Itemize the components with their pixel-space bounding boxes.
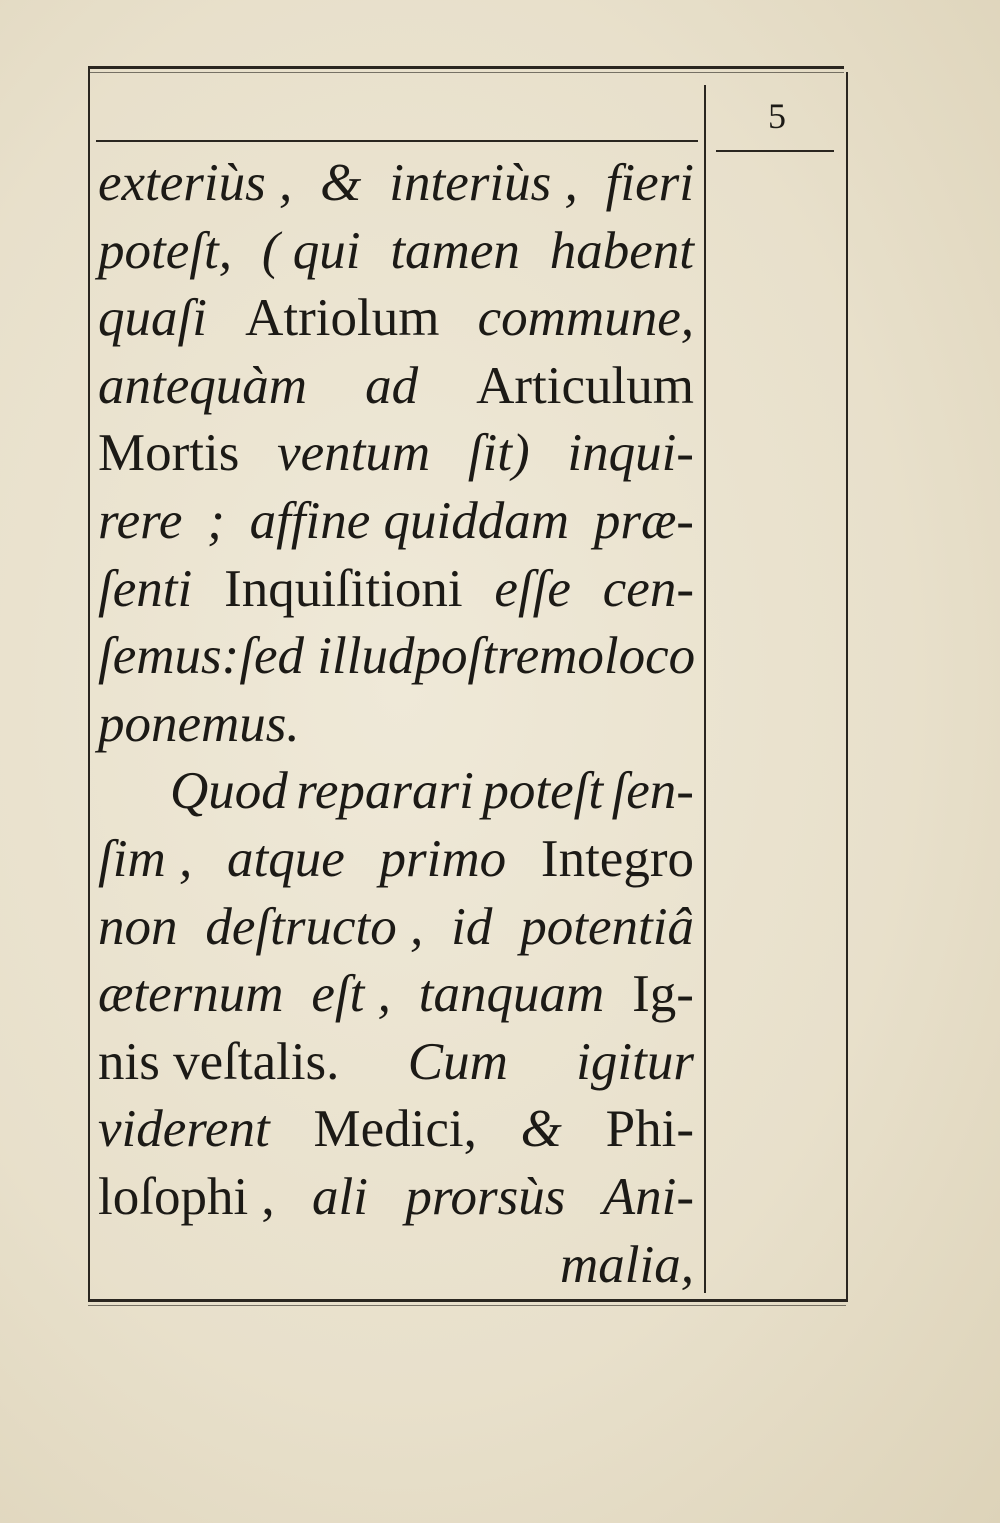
frame-left-rule [88, 66, 90, 1302]
word: tamen [390, 221, 520, 280]
text-line [98, 150, 694, 218]
word: interiùs , [389, 154, 578, 212]
frame-top-rule-thin [88, 72, 844, 73]
word: quaſi [98, 289, 207, 348]
page-number-rule [716, 150, 834, 152]
header-rule [96, 140, 698, 142]
word: atque [227, 829, 345, 888]
text-line [98, 1029, 694, 1097]
word: cen- [602, 559, 694, 618]
word: prorsùs [405, 1167, 566, 1226]
word: ; [207, 491, 225, 550]
catchword-line [98, 1232, 694, 1300]
word: habent [549, 221, 694, 280]
text-line [98, 1164, 694, 1232]
word: id [451, 897, 493, 956]
word: poteſt [482, 762, 604, 821]
word: Inquiſitioni [224, 559, 463, 618]
text-line [98, 218, 694, 286]
word: Articulum [476, 356, 694, 415]
word: ſemus: [98, 627, 240, 686]
word: ad [365, 356, 419, 415]
word: commune, [477, 289, 694, 348]
frame-top-rule [88, 66, 844, 69]
word: primo [379, 829, 507, 888]
frame-right-rule [846, 72, 848, 1302]
text-line [98, 420, 694, 488]
word: Medici, [313, 1100, 477, 1159]
word: deſtructo , [205, 897, 424, 956]
word: non [98, 897, 178, 956]
frame-bottom-rule-thin [88, 1305, 846, 1306]
text-line [98, 691, 694, 759]
word: potentiâ [520, 897, 694, 956]
text-line [98, 488, 694, 556]
text-line [98, 623, 694, 691]
word: loſophi , [98, 1167, 275, 1226]
text-line [98, 556, 694, 624]
word: affine quiddam [249, 491, 570, 550]
word: inqui- [567, 424, 694, 483]
text-line [98, 1096, 694, 1164]
word: Mortis [98, 424, 240, 483]
word: ali [312, 1167, 368, 1226]
word: eſt , [311, 965, 391, 1024]
text-line [98, 961, 694, 1029]
word: ponemus. [98, 694, 300, 753]
word: Ig- [632, 965, 694, 1024]
frame-bottom-rule [88, 1299, 846, 1302]
word: antequàm [98, 356, 308, 415]
word: ſenti [98, 559, 193, 618]
word: viderent [98, 1100, 270, 1159]
word: ſit) [467, 424, 530, 483]
word: loco [603, 627, 696, 686]
word: fieri [605, 154, 694, 212]
word: Ani- [602, 1167, 694, 1226]
word: Atriolum [245, 289, 440, 348]
catchword: malia, [560, 1235, 694, 1294]
text-line [98, 285, 694, 353]
word: præ- [593, 491, 694, 550]
page-number: 5 [768, 96, 786, 136]
word: poteſt, [98, 221, 232, 280]
word: ſen- [611, 762, 694, 821]
word: æternum [98, 965, 284, 1024]
word: eſſe [494, 559, 571, 618]
word: & [320, 154, 362, 212]
word: ſim , [98, 829, 193, 888]
word: & [520, 1100, 562, 1159]
word: nis veſtalis. [98, 1032, 340, 1091]
word: ventum [277, 424, 431, 483]
text-line [98, 353, 694, 421]
word: Cum [407, 1032, 508, 1091]
word: igitur [576, 1032, 694, 1091]
margin-column-rule [704, 85, 706, 1293]
text-line [98, 758, 694, 826]
body-text [98, 150, 694, 1299]
word: tanquam [418, 965, 605, 1024]
word: ( qui [261, 221, 361, 280]
word: exteriùs , [98, 154, 293, 212]
word: reparari [296, 762, 474, 821]
word: Integro [540, 829, 694, 888]
word: Phi- [605, 1100, 694, 1159]
text-line [98, 894, 694, 962]
word: ſed illud [239, 627, 415, 686]
word: Quod [170, 762, 288, 821]
word: poſtremo [414, 627, 604, 686]
word: rere [98, 491, 183, 550]
text-line [98, 826, 694, 894]
